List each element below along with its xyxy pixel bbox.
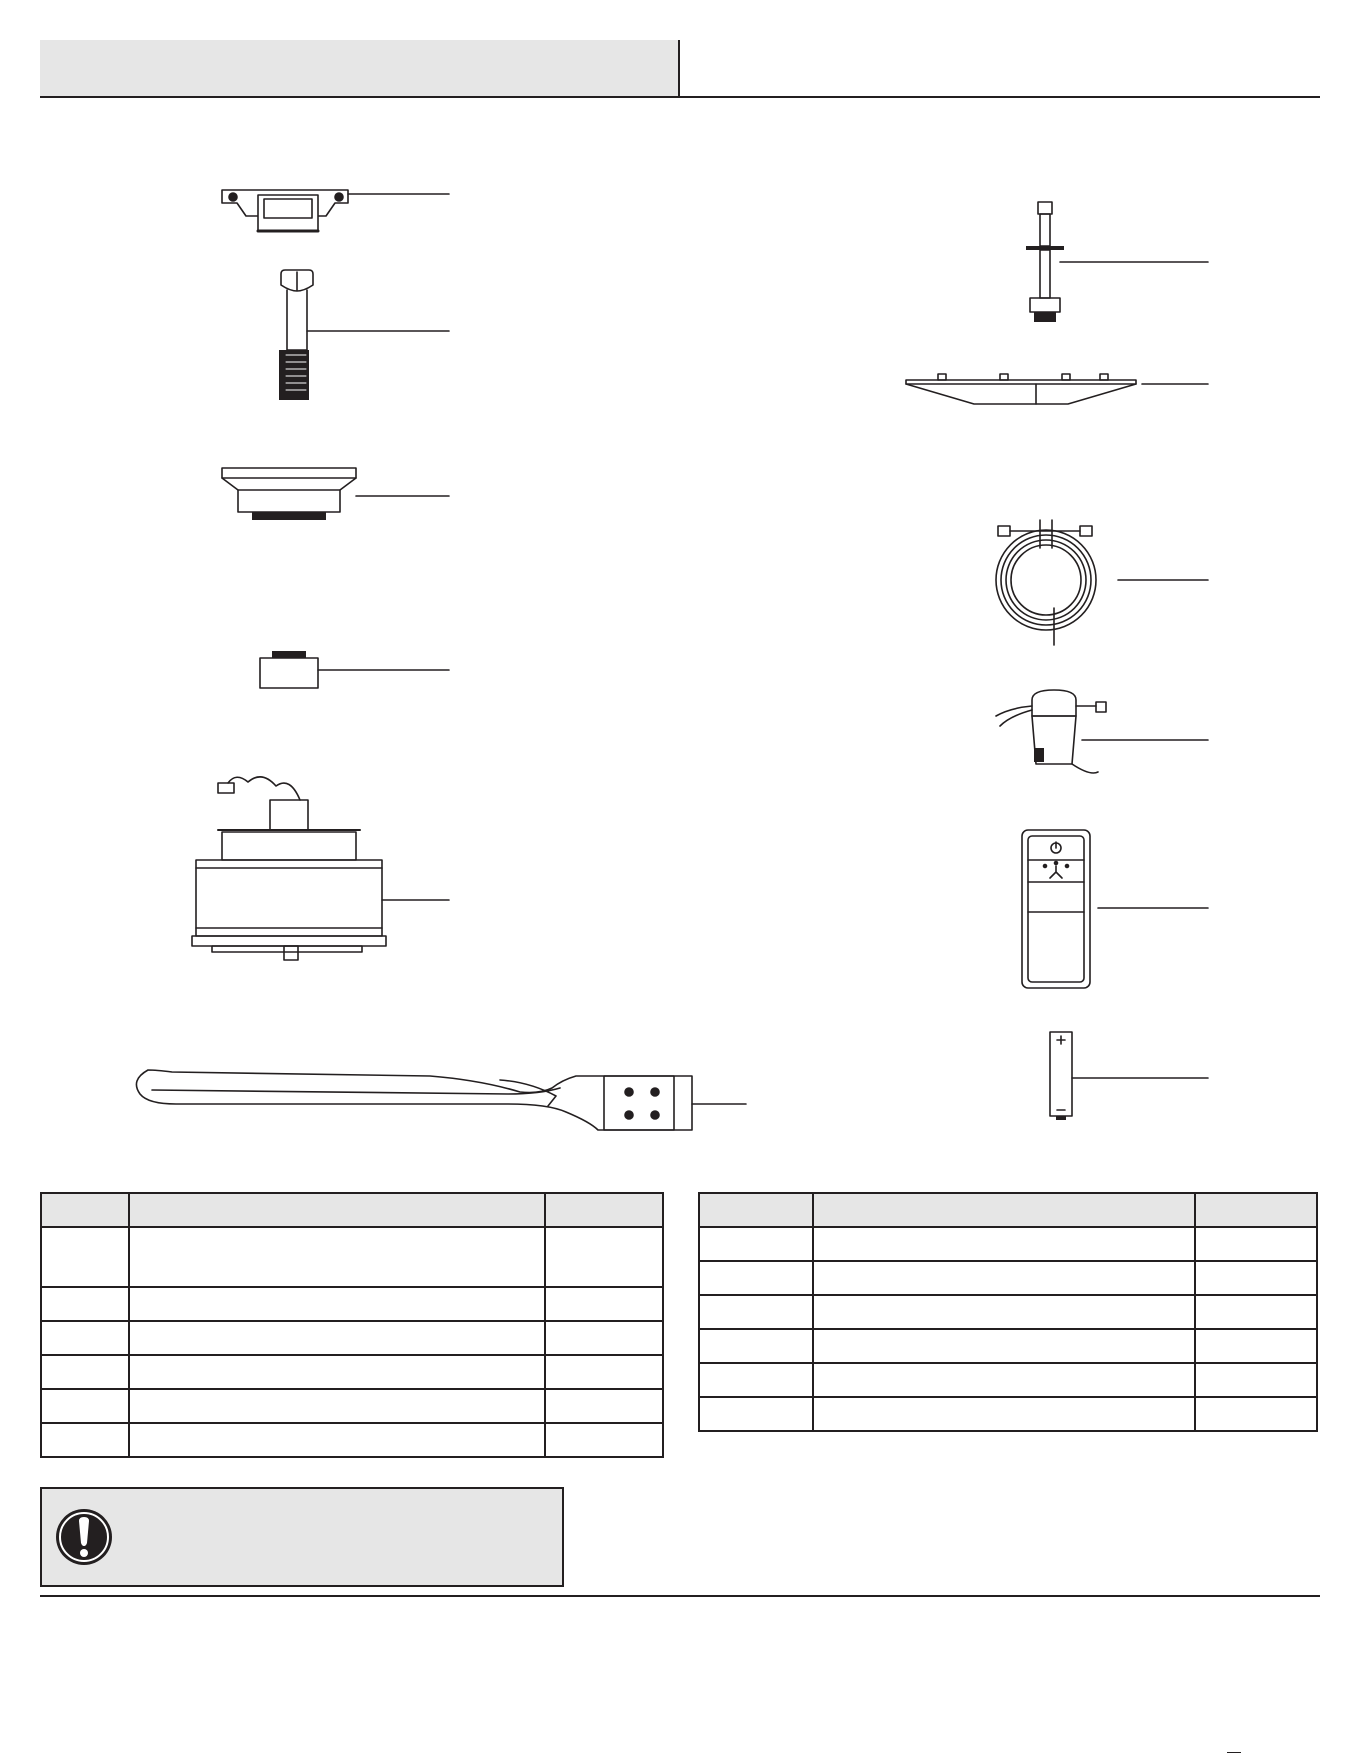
table-row [699,1227,1317,1261]
mounting-bracket-drawing [222,190,449,231]
table-row [699,1363,1317,1397]
parts-table-left [40,1192,664,1458]
table-header-row [699,1193,1317,1227]
table-row [41,1389,663,1423]
canopy-drawing [222,468,449,520]
table-row [41,1355,663,1389]
col-quantity [545,1193,663,1227]
caution-box [40,1487,564,1587]
table-row [41,1423,663,1457]
table-header-row [41,1193,663,1227]
hanger-bolt-drawing [1026,202,1208,322]
bottom-mark [1227,1752,1241,1753]
table-row [699,1329,1317,1363]
receiver-drawing [996,690,1208,773]
table-row [699,1397,1317,1431]
remote-control-drawing [1022,830,1208,988]
col-part [699,1193,813,1227]
downrod-drawing [279,270,449,400]
exclamation-circle-icon [54,1507,114,1567]
motor-assembly-drawing [192,777,449,960]
battery-drawing [1050,1032,1208,1120]
table-row [41,1287,663,1321]
col-description [813,1193,1196,1227]
table-row [41,1227,663,1287]
fan-icon [1050,866,1062,878]
table-row [699,1295,1317,1329]
col-part [41,1193,129,1227]
table-row [699,1261,1317,1295]
fan-blade-drawing [136,1070,746,1130]
wire-harness-drawing [996,520,1208,645]
footer-rule [40,1595,1320,1597]
coupling-cover-drawing [260,651,449,688]
table-row [41,1321,663,1355]
col-description [129,1193,546,1227]
col-quantity [1195,1193,1317,1227]
parts-table-right [698,1192,1318,1432]
switch-housing-plate-drawing [906,374,1208,404]
